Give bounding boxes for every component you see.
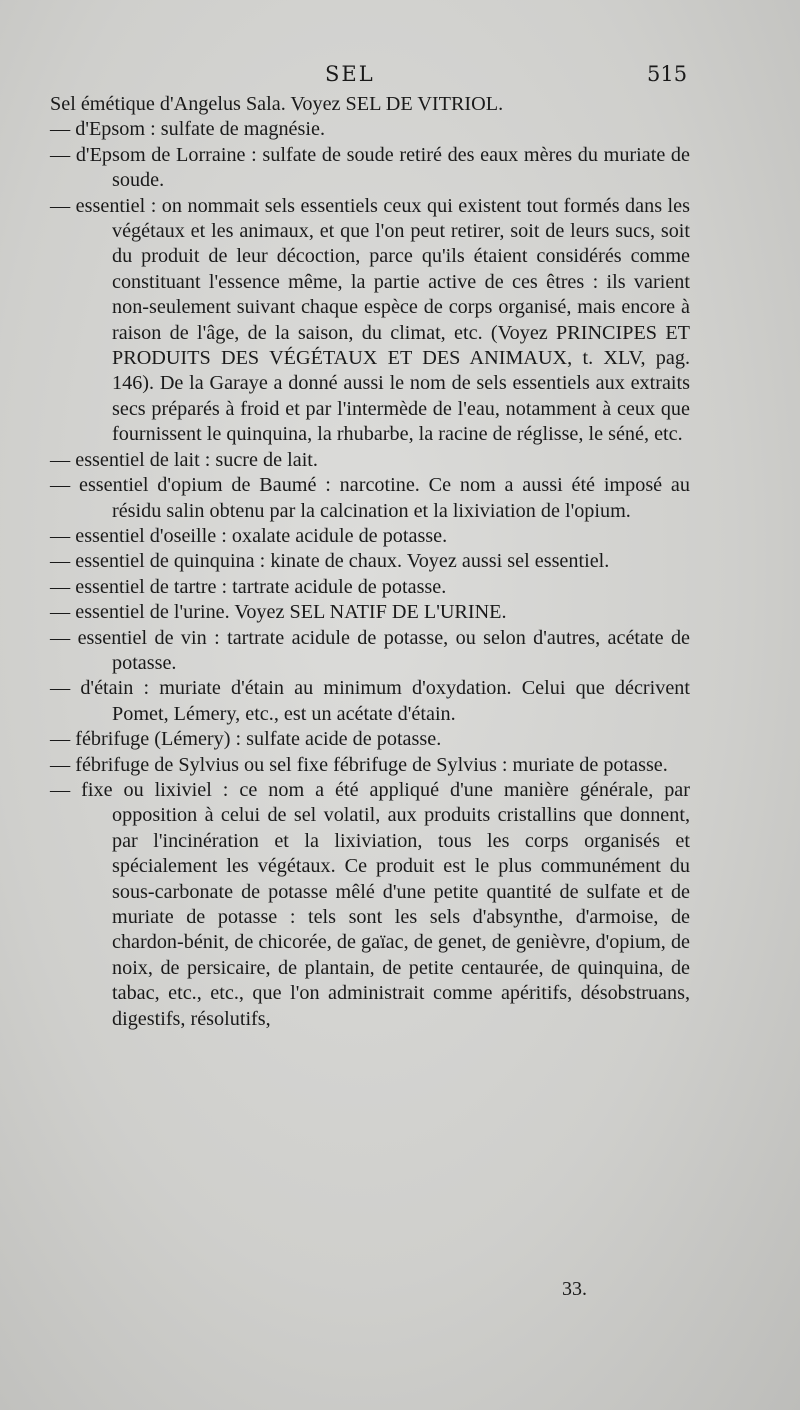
signature-mark: 33. bbox=[562, 1278, 587, 1300]
entry-essentiel-tartre: — essentiel de tartre : tartrate acidule de potasse. bbox=[50, 575, 447, 598]
entry-sel-emetique: Sel émétique d'Angelus Sala. Voyez SEL DE VITRIOL. bbox=[50, 93, 504, 115]
entry-epsom-lorraine: — d'Epsom de Lorraine : sulfate de soude retiré des eaux mères du muriate de soude. bbox=[50, 143, 690, 192]
page-header bbox=[0, 62, 800, 92]
page-number: 515 bbox=[647, 62, 688, 86]
dictionary-entries bbox=[50, 92, 690, 1032]
entry-essentiel-lait: — essentiel de lait : sucre de lait. bbox=[50, 448, 318, 471]
entry-fixe-lixiviel: — fixe ou lixiviel : ce nom a été appliqué d'une manière générale, par opposition à celui de sel volatil, aux produits cristallins que donnent, par l'incinération et la lixiviation, tous les corps organisés et spécialement les végétaux. Ce produit est le plus communément du sous-carbonate de potasse mêlé d'une petite quantité de sulfate et de muriate de potasse : tels sont les sels d'absynthe, d'armoise, de chardon-bénit, de chicorée, de gaïac, de genet, de genièvre, d'opium, de noix, de persicaire, de plantain, de petite centaurée, de quinquina, de tabac, etc., etc., que l'on administrait comme apéritifs, désobstruans, digestifs, résolutifs, bbox=[50, 778, 690, 1030]
entry-essentiel-vin: — essentiel de vin : tartrate acidule de potasse, ou selon d'autres, acétate de potasse. bbox=[50, 626, 690, 674]
entry-essentiel-quinquina: — essentiel de quinquina : kinate de chaux. Voyez aussi sel essentiel. bbox=[50, 550, 610, 573]
entry-essentiel: — essentiel : on nommait sels essentiels ceux qui existent tout formés dans les végétaux et les animaux, et que l'on peut retirer, soit de leurs sucs, soit du produit de leur décoction, parce qu'ils étaient considérés comme constituant l'essence même, la partie active de ces êtres : ils varient non-seulement suivant chaque espèce de corps organisé, mais encore à raison de l'âge, de la saison, du climat, etc. (Voyez PRINCIPES ET PRODUITS DES VÉGÉTAUX ET DES ANIMAUX, t. XLV, pag. 146). De la Garaye a donné aussi le nom de sels essentiels aux extraits secs préparés à froid et par l'intermède de l'eau, notamment à ceux que fournissent le quinquina, la rhubarbe, la racine de réglisse, le séné, etc. bbox=[50, 194, 690, 446]
entry-epsom: — d'Epsom : sulfate de magnésie. bbox=[50, 118, 325, 141]
entry-etain: — d'étain : muriate d'étain au minimum d'oxydation. Celui que décrivent Pomet, Lémery, etc., est un acétate d'étain. bbox=[50, 677, 690, 725]
running-head: SEL bbox=[325, 62, 375, 86]
entry-essentiel-urine: — essentiel de l'urine. Voyez SEL NATIF DE L'URINE. bbox=[50, 601, 507, 624]
entry-febrifuge: — fébrifuge (Lémery) : sulfate acide de potasse. bbox=[50, 728, 442, 751]
entry-essentiel-oseille: — essentiel d'oseille : oxalate acidule de potasse. bbox=[50, 524, 448, 547]
entry-febrifuge-sylvius: — fébrifuge de Sylvius ou sel fixe fébrifuge de Sylvius : muriate de potasse. bbox=[50, 753, 668, 776]
entry-essentiel-opium: — essentiel d'opium de Baumé : narcotine. Ce nom a aussi été imposé au résidu salin obtenu par la calcination et la lixiviation de l'opium. bbox=[50, 474, 690, 522]
